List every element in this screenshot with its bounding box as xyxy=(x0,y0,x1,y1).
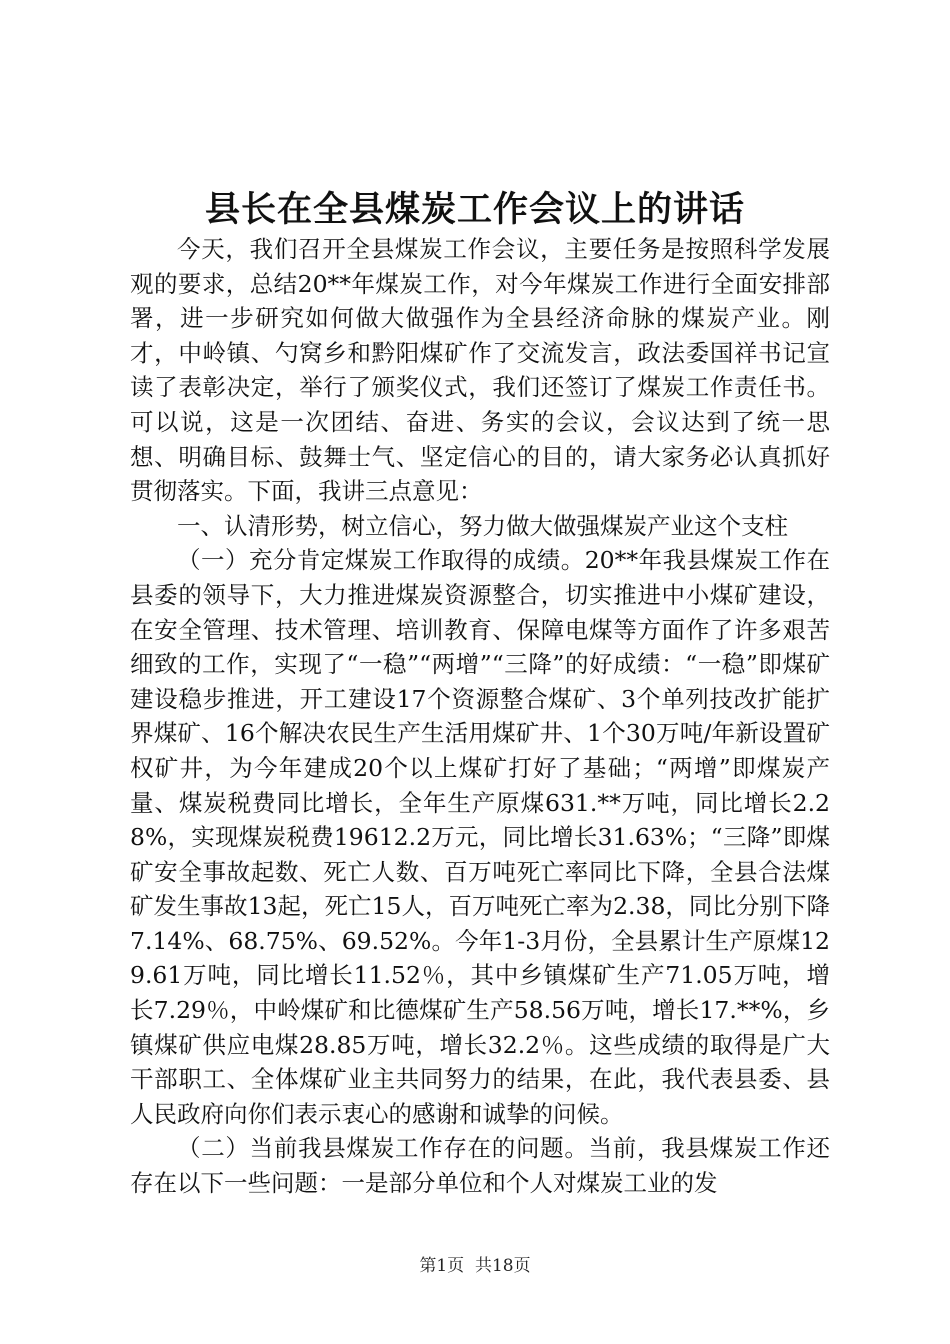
page-number: 第1页 共18页 xyxy=(419,1256,531,1276)
paragraph-intro: 今天，我们召开全县煤炭工作会议，主要任务是按照科学发展观的要求，总结20**年煤炭工作，对今年煤炭工作进行全面安排部署，进一步研究如何做大做强作为全县经济命脉的煤炭产业。刚才，中岭镇、勺窝乡和黔阳煤矿作了交流发言，政法委国祥书记宣读了表彰决定，举行了颁奖仪式，我们还签订了煤炭工作责任书。可以说，这是一次团结、奋进、务实的会议，会议达到了统一思想、明确目标、鼓舞士气、坚定信心的目的，请大家务必认真抓好贯彻落实。下面，我讲三点意见： xyxy=(130,235,830,506)
page-footer xyxy=(0,1254,950,1278)
section-heading-1: 一、认清形势，树立信心，努力做大做强煤炭产业这个支柱 xyxy=(177,511,788,540)
document-body xyxy=(130,232,830,1201)
paragraph-problems: （二）当前我县煤炭工作存在的问题。当前，我县煤炭工作还存在以下一些问题：一是部分单位和个人对煤炭工业的发 xyxy=(130,1134,830,1198)
paragraph-achievements: （一）充分肯定煤炭工作取得的成绩。20**年我县煤炭工作在县委的领导下，大力推进煤炭资源整合，切实推进中小煤矿建设，在安全管理、技术管理、培训教育、保障电煤等方面作了许多艰苦细致的工作，实现了“一稳”“两增”“三降”的好成绩：“一稳”即煤矿建设稳步推进，开工建设17个资源整合煤矿、3个单列技改扩能扩界煤矿、16个解决农民生产生活用煤矿井、1个30万吨/年新设置矿权矿井，为今年建成20个以上煤矿打好了基础；“两增”即煤炭产量、煤炭税费同比增长，全年生产原煤631.**万吨，同比增长2.28%，实现煤炭税费19612.2万元，同比增长31.63%；“三降”即煤矿安全事故起数、死亡人数、百万吨死亡率同比下降，全县合法煤矿发生事故13起，死亡15人，百万吨死亡率为2.38，同比分别下降7.14%、68.75%、69.52%。今年1-3月份，全县累计生产原煤129.61万吨，同比增长11.52％，其中乡镇煤矿生产71.05万吨，增长7.29％，中岭煤矿和比德煤矿生产58.56万吨，增长17.**%，乡镇煤矿供应电煤28.85万吨，增长32.2％。这些成绩的取得是广大干部职工、全体煤矿业主共同努力的结果，在此，我代表县委、县人民政府向你们表示衷心的感谢和诚挚的问候。 xyxy=(130,546,830,1128)
document-title: 县长在全县煤炭工作会议上的讲话 xyxy=(204,189,745,230)
